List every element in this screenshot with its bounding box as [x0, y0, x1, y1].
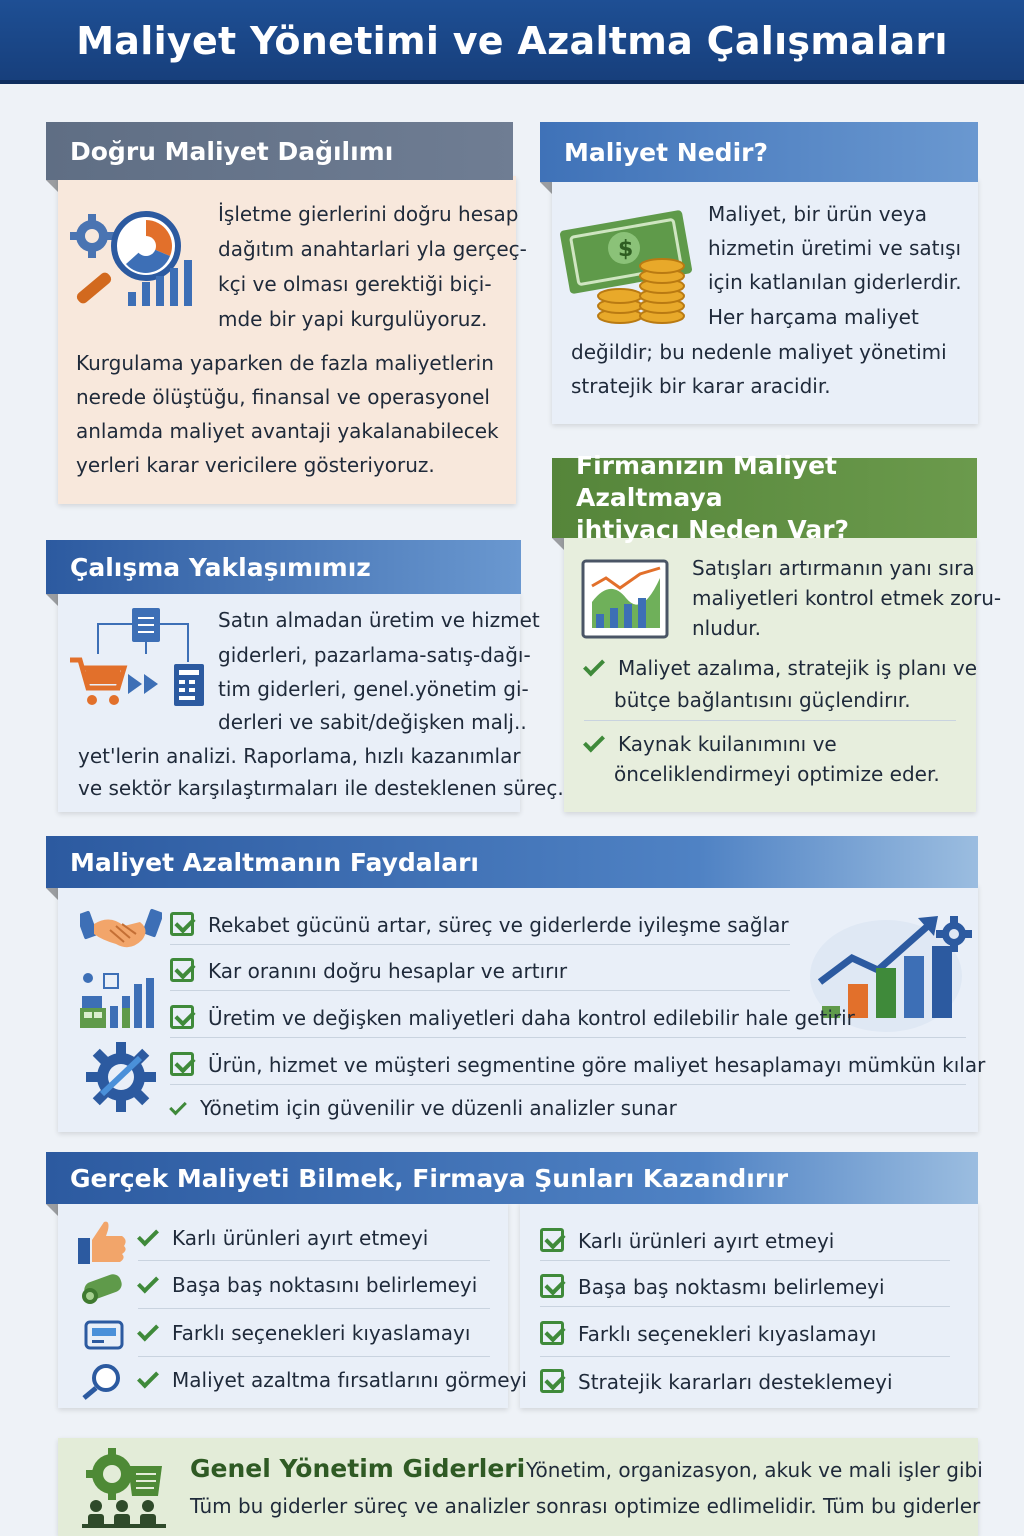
svg-text:$: $ [618, 237, 634, 262]
gercek-left-2-text: Başa baş noktasını belirlemeyi [172, 1273, 478, 1297]
fayda-item-1-text: Rekabet gücünü artar, süreç ve giderlerde iyileşme sağlar [208, 913, 789, 937]
maliyet-nedir-header [540, 122, 978, 182]
card-icon [84, 1320, 124, 1350]
maliyet-nedir-title: Maliyet Nedir? [564, 137, 768, 167]
dogru-paragraph: Kurgulama yaparken de fazla maliyetlerin nerede ölüştüğu, finansal ve operasyonel anlamda maliyet avantaji yakalanabilecek yerleri karar vericilere gösteriyoruz. [76, 351, 499, 477]
nedir-line-5: değildir; bu nedenle maliyet yönetimi [571, 340, 947, 364]
nedir-line-6: stratejik bir karar aracidir. [571, 374, 831, 398]
nedir-line-4: Her harçama maliyet [708, 305, 919, 329]
checkbox-icon [170, 912, 194, 936]
check-icon [169, 1098, 187, 1116]
analytics-magnifier-icon [66, 206, 200, 316]
gercek-right-1 [540, 1224, 834, 1253]
checkbox-icon [540, 1228, 564, 1252]
gercek-right-2-text: Başa baş noktasmı belirlemeyi [578, 1275, 885, 1299]
ihtiyac-bullet-1 [584, 656, 977, 680]
ihtiyac-bullet-2 [584, 732, 837, 756]
gercek-right-4-text: Stratejik kararları desteklemeyi [578, 1370, 893, 1394]
gear-icon [84, 1040, 158, 1114]
money-coins-icon [560, 204, 696, 328]
divider [170, 1084, 966, 1085]
divider [170, 1037, 966, 1038]
ihtiyac-bullet-1-cont: bütçe bağlantısını güçlendirır. [614, 688, 911, 712]
magnifier-icon [80, 1362, 126, 1400]
fayda-item-2 [170, 954, 567, 983]
genel-yonetim-line-1: Yönetim, organizasyon, akuk ve mali işler gibi [526, 1458, 983, 1482]
check-icon [137, 1320, 159, 1342]
ihtiyac-title-line-1: Firmanızın Maliyet Azaltmaya [576, 451, 837, 512]
yaklasim-line-6: ve sektör karşılaştırmaları ile desteklenen süreç. [78, 776, 564, 800]
check-icon [137, 1367, 159, 1389]
ihtiyac-bullet-1-line-a: Maliyet azalıma, stratejik iş planı ve [618, 656, 978, 680]
nedir-line-2: hizmetin üretimi ve satışı [708, 236, 962, 260]
ihtiyac-title-line-2: ihtiyacı Neden Var? [576, 515, 850, 544]
dogru-maliyet-header [46, 122, 513, 180]
ihtiyac-bullet-2-cont: önceliklendirmeyi optimize eder. [614, 762, 940, 786]
gercek-title: Gerçek Maliyeti Bilmek, Firmaya Şunları Kazandırır [70, 1163, 789, 1193]
gercek-left-2 [138, 1273, 477, 1297]
yaklasim-line-3: tim giderleri, genel.yönetim gi- [218, 677, 529, 701]
genel-yonetim-card [58, 1438, 981, 1536]
check-icon [583, 731, 605, 753]
check-icon [137, 1225, 159, 1247]
genel-yonetim-line-2: Tüm bu giderler süreç ve analizler sonrası optimize edlimelidir. Tüm bu giderler [190, 1494, 981, 1518]
yaklasim-line-5: yet'lerin analizi. Raporlama, hızlı kazanımlar [78, 744, 521, 768]
dogru-line-1: İşletme gierlerini doğru hesap [218, 202, 519, 226]
fayda-item-4-text: Ürün, hizmet ve müşteri segmentine göre maliyet hesaplamayı mümkün kılar [208, 1053, 986, 1077]
dogru-line-2: dağıtım anahtarlari yla gerçeç- [218, 237, 527, 261]
genel-yonetim-title: Genel Yönetim Giderleri [190, 1454, 526, 1483]
gercek-right-3-text: Farklı seçenekleri kıyaslamayı [578, 1322, 877, 1346]
divider [170, 990, 790, 991]
nedir-line-1: Maliyet, bir ürün veya [708, 202, 927, 226]
gercek-left-1 [138, 1226, 428, 1250]
gercek-right-4 [540, 1365, 893, 1394]
fayda-item-1 [170, 908, 789, 937]
fayda-item-3 [170, 1001, 855, 1030]
fayda-item-3-text: Üretim ve değişken maliyetleri daha kontrol edilebilir hale getirir [208, 1006, 855, 1030]
gercek-left-4-text: Maliyet azaltma fırsatlarını görmeyi [172, 1368, 527, 1392]
dogru-line-4: mde bir yapi kurgulüyoruz. [218, 307, 488, 331]
divider [540, 1356, 950, 1357]
gercek-right-2 [540, 1270, 885, 1299]
growth-chart-icon [580, 558, 670, 642]
nedir-line-3: için katlanılan giderlerdir. [708, 270, 962, 294]
checkbox-icon [540, 1369, 564, 1393]
handshake-icon [80, 904, 162, 954]
fayda-item-2-text: Kar oranını doğru hesaplar ve artırır [208, 959, 568, 983]
check-icon [137, 1272, 159, 1294]
ihtiyac-line-3: nludur. [692, 616, 762, 640]
checkbox-icon [170, 1005, 194, 1029]
fayda-item-5-text: Yönetim için güvenilir ve düzenli analizler sunar [200, 1096, 677, 1120]
page-title: Maliyet Yönetimi ve Azaltma Çalışmaları [76, 19, 948, 63]
process-flow-icon [68, 604, 210, 710]
title-banner [0, 0, 1024, 84]
checkbox-icon [540, 1321, 564, 1345]
divider [540, 1260, 950, 1261]
gercek-left-4 [138, 1368, 527, 1392]
yaklasim-title: Çalışma Yaklaşımımız [70, 552, 371, 582]
factory-chart-icon [78, 966, 160, 1030]
ihtiyac-line-2: maliyetleri kontrol etmek zoru- [692, 586, 1002, 610]
yaklasim-line-2: giderleri, pazarlama-satış-dağı- [218, 643, 531, 667]
divider [540, 1306, 950, 1307]
checkbox-icon [170, 958, 194, 982]
divider [170, 944, 790, 945]
divider [138, 1356, 490, 1357]
checkbox-icon [540, 1274, 564, 1298]
ihtiyac-line-1: Satışları artırmanın yanı sıra [692, 556, 975, 580]
ihtiyac-bullet-2-line-a: Kaynak kuilanımını ve [618, 732, 837, 756]
gercek-left-3 [138, 1321, 470, 1345]
fayda-item-5 [170, 1096, 677, 1120]
yaklasim-line-1: Satın almadan üretim ve hizmet [218, 608, 540, 632]
fayda-item-4 [170, 1048, 985, 1077]
gercek-right-3 [540, 1317, 876, 1346]
ihtiyac-header [552, 451, 977, 544]
dogru-maliyet-title: Doğru Maliyet Dağılımı [70, 136, 394, 166]
divider [138, 1260, 490, 1261]
faydalar-header [46, 836, 978, 888]
management-team-icon [78, 1444, 178, 1530]
gercek-right-1-text: Karlı ürünleri ayırt etmeyi [578, 1229, 835, 1253]
yaklasim-header [46, 540, 521, 594]
divider [584, 720, 956, 721]
gercek-header [46, 1152, 978, 1204]
check-icon [583, 655, 605, 677]
faydalar-title: Maliyet Azaltmanın Faydaları [70, 847, 479, 877]
checkbox-icon [170, 1052, 194, 1076]
money-roll-icon [80, 1270, 128, 1306]
gercek-left-1-text: Karlı ürünleri ayırt etmeyi [172, 1226, 429, 1250]
dogru-line-3: kçi ve olması gerektiği biçi- [218, 272, 492, 296]
thumbs-up-icon [76, 1218, 128, 1266]
gercek-left-3-text: Farklı seçenekleri kıyaslamayı [172, 1321, 471, 1345]
yaklasim-line-4: derleri ve sabit/değişken malj.. [218, 710, 527, 734]
divider [138, 1308, 490, 1309]
